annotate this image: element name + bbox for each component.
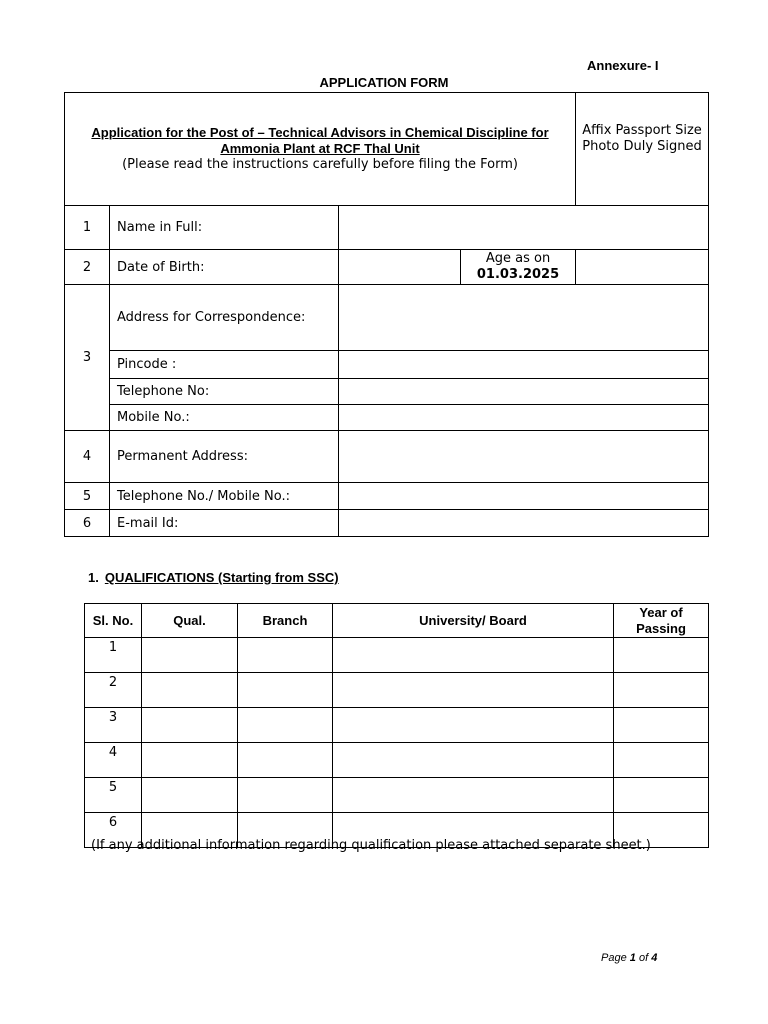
qualification-row [85, 778, 709, 813]
branch-field[interactable] [238, 778, 333, 813]
permanent-address-label: Permanent Address: [110, 431, 339, 483]
form-title: APPLICATION FORM [319, 75, 449, 90]
mobile-field[interactable] [339, 405, 709, 431]
correspondence-address-field[interactable] [339, 285, 709, 351]
email-field[interactable] [339, 510, 709, 537]
row-number: 2 [65, 250, 110, 285]
qualifications-body [85, 638, 709, 848]
section-number: 1. [88, 570, 99, 585]
university-board-field[interactable] [333, 673, 614, 708]
age-reference-date: 01.03.2025 [476, 267, 560, 282]
qualification-field[interactable] [142, 743, 238, 778]
branch-field[interactable] [238, 708, 333, 743]
page-of: of [638, 952, 649, 964]
photo-instruction: Affix Passport Size Photo Duly Signed [582, 123, 702, 154]
qualification-row-number: 6 [85, 813, 142, 848]
qualification-field[interactable] [142, 778, 238, 813]
year-of-passing-field[interactable] [614, 778, 709, 813]
qualification-row-number: 1 [85, 638, 142, 673]
qualification-row-number: 2 [85, 673, 142, 708]
contact-number-field[interactable] [339, 483, 709, 510]
university-board-field[interactable] [333, 638, 614, 673]
qualification-row [85, 743, 709, 778]
branch-field[interactable] [238, 673, 333, 708]
contact-number-label: Telephone No./ Mobile No.: [110, 483, 339, 510]
col-sl-no-header: Sl. No. [85, 604, 142, 638]
age-field[interactable] [576, 250, 709, 285]
name-label: Name in Full: [110, 206, 339, 250]
col-university-board-header: University/ Board [333, 604, 614, 638]
col-branch-header: Branch [238, 604, 333, 638]
page-number [601, 952, 657, 964]
qualification-row-number: 5 [85, 778, 142, 813]
row-number: 5 [65, 483, 110, 510]
branch-field[interactable] [238, 743, 333, 778]
qualification-row-number: 3 [85, 708, 142, 743]
qualification-row [85, 708, 709, 743]
dob-label: Date of Birth: [110, 250, 339, 285]
year-of-passing-field[interactable] [614, 743, 709, 778]
page-total: 4 [651, 952, 658, 964]
year-of-passing-field[interactable] [614, 708, 709, 743]
qualification-row [85, 638, 709, 673]
row-number: 6 [65, 510, 110, 537]
page-current: 1 [629, 952, 636, 964]
qualifications-header-row [85, 604, 709, 638]
dob-field[interactable] [339, 250, 461, 285]
qualification-row-number: 4 [85, 743, 142, 778]
pincode-label: Pincode : [110, 351, 339, 379]
col-qualification-header: Qual. [142, 604, 238, 638]
application-details-table [64, 92, 709, 537]
instructions-note: (Please read the instructions carefully before filing the Form) [122, 157, 518, 172]
post-title: Application for the Post of – Technical Advisors in Chemical Discipline for Ammonia Plant at RCF Thal Unit [91, 125, 549, 156]
correspondence-address-label: Address for Correspondence: [110, 285, 339, 351]
branch-field[interactable] [238, 638, 333, 673]
row-number: 4 [65, 431, 110, 483]
qualification-row [85, 673, 709, 708]
university-board-field[interactable] [333, 743, 614, 778]
qualification-note: (If any additional information regarding qualification please attached separate sheet.) [91, 838, 651, 853]
permanent-address-field[interactable] [339, 431, 709, 483]
post-header-cell [65, 93, 576, 206]
telephone-field[interactable] [339, 379, 709, 405]
photo-box[interactable] [576, 93, 709, 206]
page-word: Page [601, 952, 627, 964]
qualification-field[interactable] [142, 638, 238, 673]
qualification-field[interactable] [142, 708, 238, 743]
row-number: 1 [65, 206, 110, 250]
age-label-cell [461, 250, 576, 285]
qualification-field[interactable] [142, 673, 238, 708]
year-of-passing-field[interactable] [614, 638, 709, 673]
age-as-on-label: Age as on [485, 251, 551, 266]
annexure-label: Annexure- I [587, 58, 659, 73]
university-board-field[interactable] [333, 778, 614, 813]
mobile-label: Mobile No.: [110, 405, 339, 431]
qualifications-heading-text: QUALIFICATIONS (Starting from SSC) [104, 570, 339, 585]
qualifications-table [84, 603, 709, 848]
name-field[interactable] [339, 206, 709, 250]
year-of-passing-field[interactable] [614, 673, 709, 708]
pincode-field[interactable] [339, 351, 709, 379]
telephone-label: Telephone No: [110, 379, 339, 405]
university-board-field[interactable] [333, 708, 614, 743]
row-number: 3 [65, 285, 110, 431]
qualifications-heading [88, 570, 339, 585]
col-year-of-passing-header: Year of Passing [614, 604, 709, 638]
email-label: E-mail Id: [110, 510, 339, 537]
